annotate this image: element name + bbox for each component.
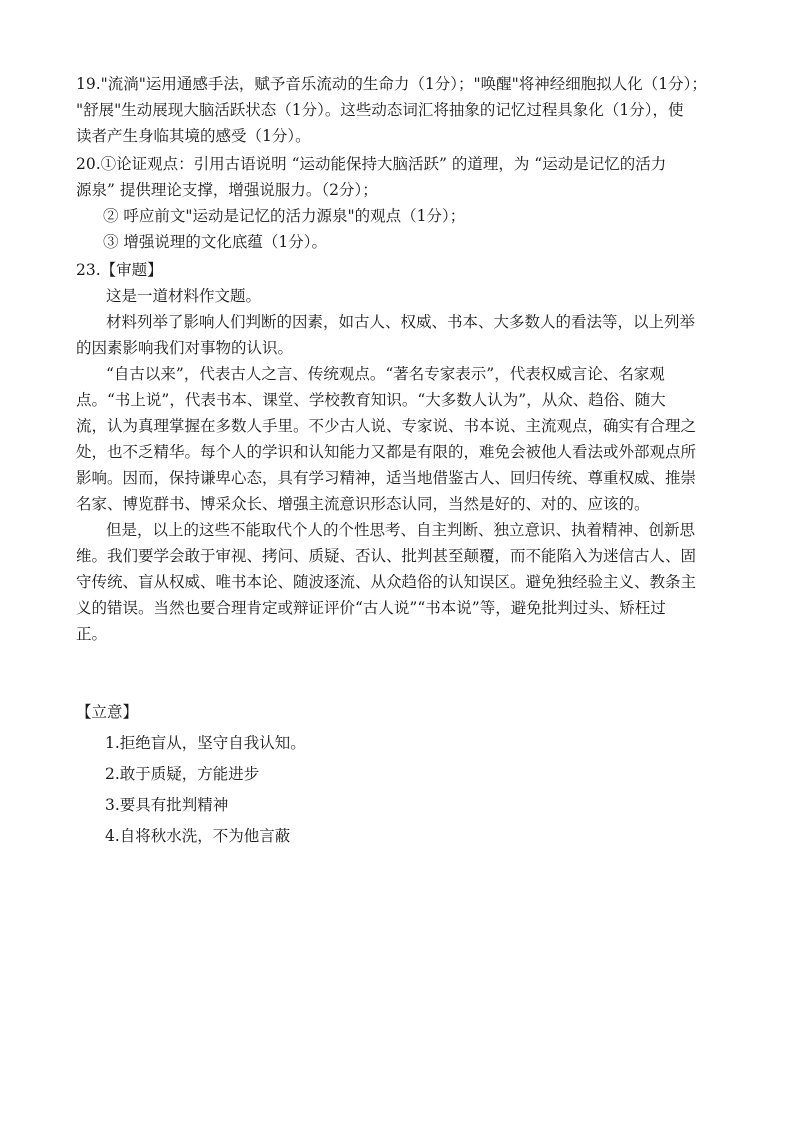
answer-20-line: 20.①论证观点：引用古语说明 “运动能保持大脑活跃” 的道理，为 “运动是记忆的活力 xyxy=(76,155,667,173)
paragraph-line: 流，认为真理掌握在多数人手里。不少古人说、专家说、书本说、主流观点，确实有合理之 xyxy=(76,417,697,435)
list-item: 4.自将秋水洗，不为他言蔽 xyxy=(105,827,291,845)
list-item: 1.拒绝盲从，坚守自我认知。 xyxy=(105,734,306,752)
paragraph-line: 但是，以上的这些不能取代个人的个性思考、自主判断、独立意识、执着精神、创新思 xyxy=(106,521,696,539)
paragraph-line: 守传统、盲从权威、唯书本论、随波逐流、从众趋俗的认知误区。避免独经验主义、教条主 xyxy=(76,573,697,591)
answer-19 xyxy=(76,74,726,146)
answer-20-line: 源泉” 提供理论支撑，增强说服力。（2分）； xyxy=(76,181,378,199)
paragraph-line: “自古以来”，代表古人之言、传统观点。“著名专家表示”，代表权威言论、名家观 xyxy=(106,365,665,383)
section-heading-shenti: 23.【审题】 xyxy=(76,261,163,279)
paragraph-line: 维。我们要学会敢于审视、拷问、质疑、否认、批判甚至颠覆，而不能陷入为迷信古人、固 xyxy=(76,547,697,565)
answer-19-line: 读者产生身临其境的感受（1分）。 xyxy=(76,127,311,145)
answer-20-item: ② 呼应前文"运动是记忆的活力源泉"的观点（1分）； xyxy=(103,207,466,225)
answer-19-line: 19."流淌"运用通感手法，赋予音乐流动的生命力（1分）；"唤醒"将神经细胞拟人化（1分）； xyxy=(76,75,707,93)
paragraph-line: 材料列举了影响人们判断的因素，如古人、权威、书本、大多数人的看法等，以上列举 xyxy=(106,313,696,331)
paragraph-line: 的因素影响我们对事物的认识。 xyxy=(76,339,294,357)
paragraph-intro: 这是一道材料作文题。 xyxy=(106,287,262,305)
answer-20 xyxy=(76,154,726,252)
section-heading-liyi: 【立意】 xyxy=(76,703,139,721)
paragraph-line: 名家、博览群书、博采众长、增强主流意识形态认同，当然是好的、对的、应该的。 xyxy=(76,495,650,513)
liyi-section xyxy=(76,702,726,846)
paragraph-line: 义的错误。当然也要合理肯定或辩证评价“古人说”“书本说”等，避免批判过头、矫枉过 xyxy=(76,599,666,617)
list-item: 3.要具有批判精神 xyxy=(105,796,229,814)
answer-23 xyxy=(76,260,726,644)
list-item: 2.敢于质疑，方能进步 xyxy=(105,765,260,783)
answer-19-line: "舒展"生动展现大脑活跃状态（1分）。这些动态词汇将抽象的记忆过程具象化（1分），使 xyxy=(76,101,684,119)
paragraph-line: 处，也不乏精华。每个人的学识和认知能力又都是有限的，难免会被他人看法或外部观点所 xyxy=(76,443,697,461)
answer-20-item: ③ 增强说理的文化底蕴（1分）。 xyxy=(103,233,328,251)
paragraph-line: 正。 xyxy=(76,625,108,643)
answer-document xyxy=(76,74,726,857)
paragraph-line: 点。“书上说”，代表书本、课堂、学校教育知识。“大多数人认为”，从众、趋俗、随大 xyxy=(76,391,666,409)
paragraph-line: 影响。因而，保持谦卑心态，具有学习精神，适当地借鉴古人、回归传统、尊重权威、推崇 xyxy=(76,469,697,487)
